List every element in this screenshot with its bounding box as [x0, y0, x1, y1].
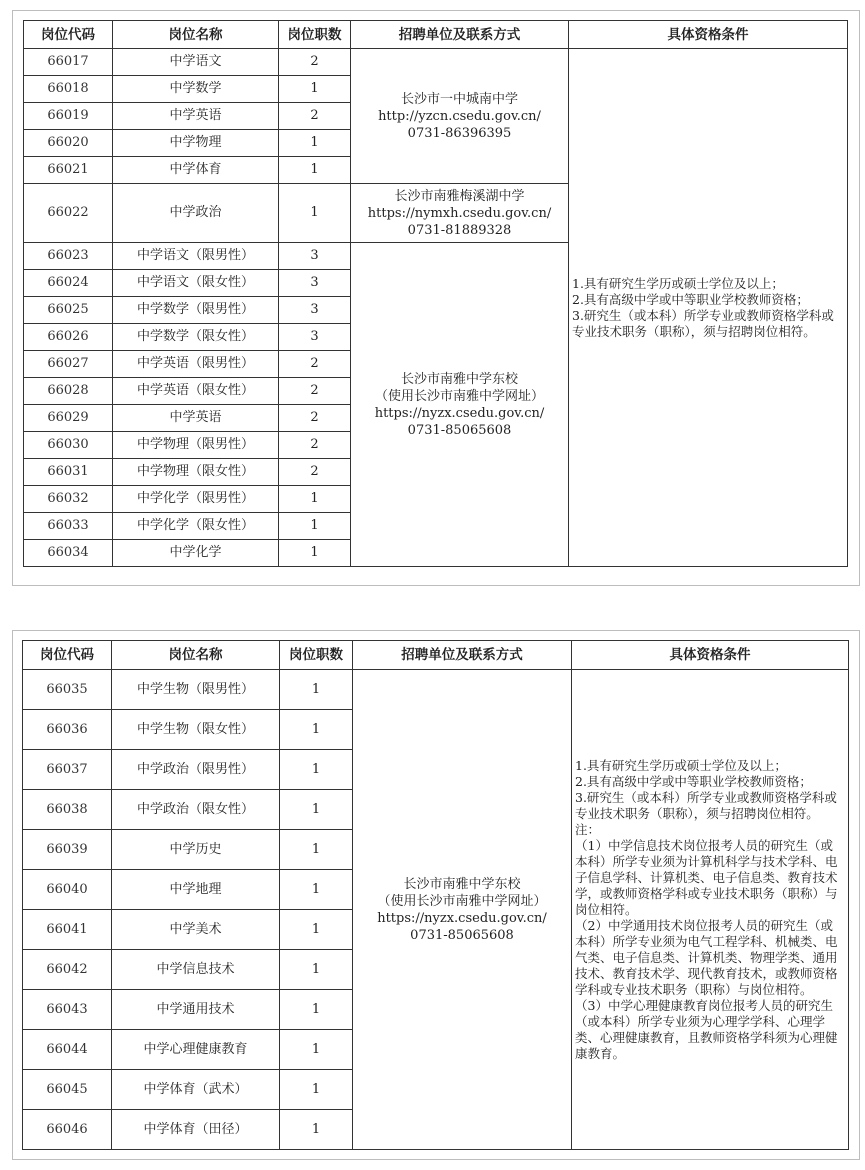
post-name: 中学英语 — [113, 103, 279, 130]
post-count: 1 — [279, 513, 351, 540]
post-name: 中学语文 — [113, 49, 279, 76]
unit-phone: 0731-85065608 — [410, 927, 514, 943]
post-code: 66017 — [24, 49, 113, 76]
post-name: 中学体育 — [113, 157, 279, 184]
post-name: 中学美术 — [112, 910, 280, 950]
post-count: 1 — [280, 1110, 353, 1150]
post-count: 1 — [280, 710, 353, 750]
post-code: 66027 — [24, 351, 113, 378]
table-page-2 — [12, 630, 860, 1160]
post-count: 2 — [279, 405, 351, 432]
post-count: 2 — [279, 459, 351, 486]
post-name: 中学地理 — [112, 870, 280, 910]
unit-cell — [351, 243, 569, 567]
post-count: 1 — [280, 830, 353, 870]
unit-cell — [351, 49, 569, 184]
post-count: 1 — [279, 486, 351, 513]
post-code: 66021 — [24, 157, 113, 184]
post-code: 66025 — [24, 297, 113, 324]
post-code: 66030 — [24, 432, 113, 459]
post-name: 中学英语 — [113, 405, 279, 432]
post-name: 中学体育（田径） — [112, 1110, 280, 1150]
post-code: 66037 — [23, 750, 112, 790]
post-code: 66022 — [24, 184, 113, 243]
post-name: 中学生物（限女性） — [112, 710, 280, 750]
unit-cell — [353, 670, 572, 1150]
post-name: 中学化学 — [113, 540, 279, 567]
post-name: 中学英语（限男性） — [113, 351, 279, 378]
post-count: 1 — [279, 130, 351, 157]
post-name: 中学数学（限女性） — [113, 324, 279, 351]
post-code: 66044 — [23, 1030, 112, 1070]
header-name: 岗位名称 — [112, 641, 280, 670]
table-row — [24, 49, 848, 76]
header-count: 岗位职数 — [280, 641, 353, 670]
post-code: 66038 — [23, 790, 112, 830]
post-name: 中学政治（限女性） — [112, 790, 280, 830]
post-name: 中学英语（限女性） — [113, 378, 279, 405]
post-code: 66036 — [23, 710, 112, 750]
post-name: 中学语文（限男性） — [113, 243, 279, 270]
recruitment-table-2 — [22, 640, 849, 1150]
post-name: 中学信息技术 — [112, 950, 280, 990]
unit-phone: 0731-86396395 — [407, 125, 512, 141]
post-code: 66033 — [24, 513, 113, 540]
post-count: 2 — [279, 378, 351, 405]
header-code: 岗位代码 — [23, 641, 112, 670]
unit-phone: 0731-81889328 — [407, 222, 512, 238]
post-count: 3 — [279, 243, 351, 270]
post-count: 1 — [279, 157, 351, 184]
unit-name: 长沙市南雅中学东校 — [403, 876, 521, 892]
post-name: 中学通用技术 — [112, 990, 280, 1030]
post-name: 中学数学 — [113, 76, 279, 103]
unit-note: （使用长沙市南雅中学网址） — [374, 388, 544, 404]
header-unit: 招聘单位及联系方式 — [351, 21, 569, 49]
post-code: 66023 — [24, 243, 113, 270]
requirement-line: 注： — [575, 821, 601, 837]
header-code: 岗位代码 — [24, 21, 113, 49]
post-code: 66040 — [23, 870, 112, 910]
post-name: 中学物理 — [113, 130, 279, 157]
recruitment-table-1 — [23, 20, 848, 567]
post-count: 1 — [280, 790, 353, 830]
post-code: 66039 — [23, 830, 112, 870]
post-name: 中学历史 — [112, 830, 280, 870]
unit-url: https://nyzx.csedu.gov.cn/ — [377, 910, 547, 926]
post-count: 1 — [280, 910, 353, 950]
post-code: 66032 — [24, 486, 113, 513]
post-count: 2 — [279, 432, 351, 459]
post-count: 1 — [280, 870, 353, 910]
requirements-cell — [572, 670, 849, 1150]
post-code: 66046 — [23, 1110, 112, 1150]
requirement-line: 2.具有高级中学或中等职业学校教师资格； — [572, 291, 809, 307]
requirement-line: （3）中学心理健康教育岗位报考人员的研究生（或本科）所学专业须为心理学学科、心理学类、心理健康教育，且教师资格学科须为心理健康教育。 — [575, 997, 838, 1061]
post-count: 3 — [279, 270, 351, 297]
post-code: 66019 — [24, 103, 113, 130]
post-count: 1 — [280, 1030, 353, 1070]
post-name: 中学体育（武术） — [112, 1070, 280, 1110]
requirement-line: 2.具有高级中学或中等职业学校教师资格； — [575, 773, 812, 789]
header-requirements: 具体资格条件 — [569, 21, 848, 49]
post-code: 66034 — [24, 540, 113, 567]
post-count: 1 — [280, 990, 353, 1030]
unit-name: 长沙市一中城南中学 — [400, 91, 518, 107]
post-count: 1 — [279, 184, 351, 243]
header-name: 岗位名称 — [113, 21, 279, 49]
post-code: 66026 — [24, 324, 113, 351]
post-name: 中学化学（限女性） — [113, 513, 279, 540]
post-count: 1 — [280, 670, 353, 710]
post-count: 2 — [279, 103, 351, 130]
post-code: 66043 — [23, 990, 112, 1030]
header-count: 岗位职数 — [279, 21, 351, 49]
post-name: 中学语文（限女性） — [113, 270, 279, 297]
header-row — [24, 21, 848, 49]
post-code: 66045 — [23, 1070, 112, 1110]
requirement-line: （2）中学通用技术岗位报考人员的研究生（或本科）所学专业须为电气工程学科、机械类、电气类、电子信息类、计算机类、物理学类、通用技术、教育技术学、现代教育技术，或教师资格学科或专业技术职务（职称）与岗位相符。 — [575, 917, 838, 997]
post-code: 66020 — [24, 130, 113, 157]
requirement-line: 1.具有研究生学历或硕士学位及以上； — [572, 275, 784, 291]
header-unit: 招聘单位及联系方式 — [353, 641, 572, 670]
header-requirements: 具体资格条件 — [572, 641, 849, 670]
unit-url: https://nymxh.csedu.gov.cn/ — [367, 205, 552, 221]
post-count: 3 — [279, 324, 351, 351]
post-count: 1 — [280, 1070, 353, 1110]
unit-name: 长沙市南雅中学东校 — [400, 371, 518, 387]
post-code: 66028 — [24, 378, 113, 405]
post-name: 中学心理健康教育 — [112, 1030, 280, 1070]
requirement-line: 1.具有研究生学历或硕士学位及以上； — [575, 757, 787, 773]
requirement-line: 3.研究生（或本科）所学专业或教师资格学科或专业技术职务（职称），须与招聘岗位相符。 — [572, 307, 834, 339]
unit-cell — [351, 184, 569, 243]
post-name: 中学政治（限男性） — [112, 750, 280, 790]
post-count: 1 — [279, 540, 351, 567]
unit-note: （使用长沙市南雅中学网址） — [377, 893, 547, 909]
requirement-line: （1）中学信息技术岗位报考人员的研究生（或本科）所学专业须为计算机科学与技术学科、电子信息学科、计算机类、电子信息类、教育技术学，或教师资格学科或专业技术职务（职称）与岗位相符。 — [575, 837, 838, 917]
requirements-cell — [569, 49, 848, 567]
post-code: 66042 — [23, 950, 112, 990]
post-name: 中学化学（限男性） — [113, 486, 279, 513]
unit-url: http://yzcn.csedu.gov.cn/ — [378, 108, 541, 124]
post-count: 1 — [280, 750, 353, 790]
post-count: 1 — [280, 950, 353, 990]
post-code: 66041 — [23, 910, 112, 950]
post-code: 66024 — [24, 270, 113, 297]
unit-url: https://nyzx.csedu.gov.cn/ — [374, 405, 545, 421]
post-name: 中学物理（限男性） — [113, 432, 279, 459]
post-name: 中学数学（限男性） — [113, 297, 279, 324]
post-name: 中学物理（限女性） — [113, 459, 279, 486]
post-count: 1 — [279, 76, 351, 103]
post-code: 66031 — [24, 459, 113, 486]
post-name: 中学生物（限男性） — [112, 670, 280, 710]
post-code: 66035 — [23, 670, 112, 710]
post-count: 2 — [279, 351, 351, 378]
post-code: 66018 — [24, 76, 113, 103]
unit-name: 长沙市南雅梅溪湖中学 — [394, 188, 525, 204]
header-row — [23, 641, 849, 670]
requirement-line: 3.研究生（或本科）所学专业或教师资格学科或专业技术职务（职称），须与招聘岗位相符。 — [575, 789, 837, 821]
post-count: 2 — [279, 49, 351, 76]
post-count: 3 — [279, 297, 351, 324]
post-name: 中学政治 — [113, 184, 279, 243]
table-row — [23, 670, 849, 710]
unit-phone: 0731-85065608 — [407, 422, 512, 438]
table-page-1 — [12, 10, 860, 586]
post-code: 66029 — [24, 405, 113, 432]
